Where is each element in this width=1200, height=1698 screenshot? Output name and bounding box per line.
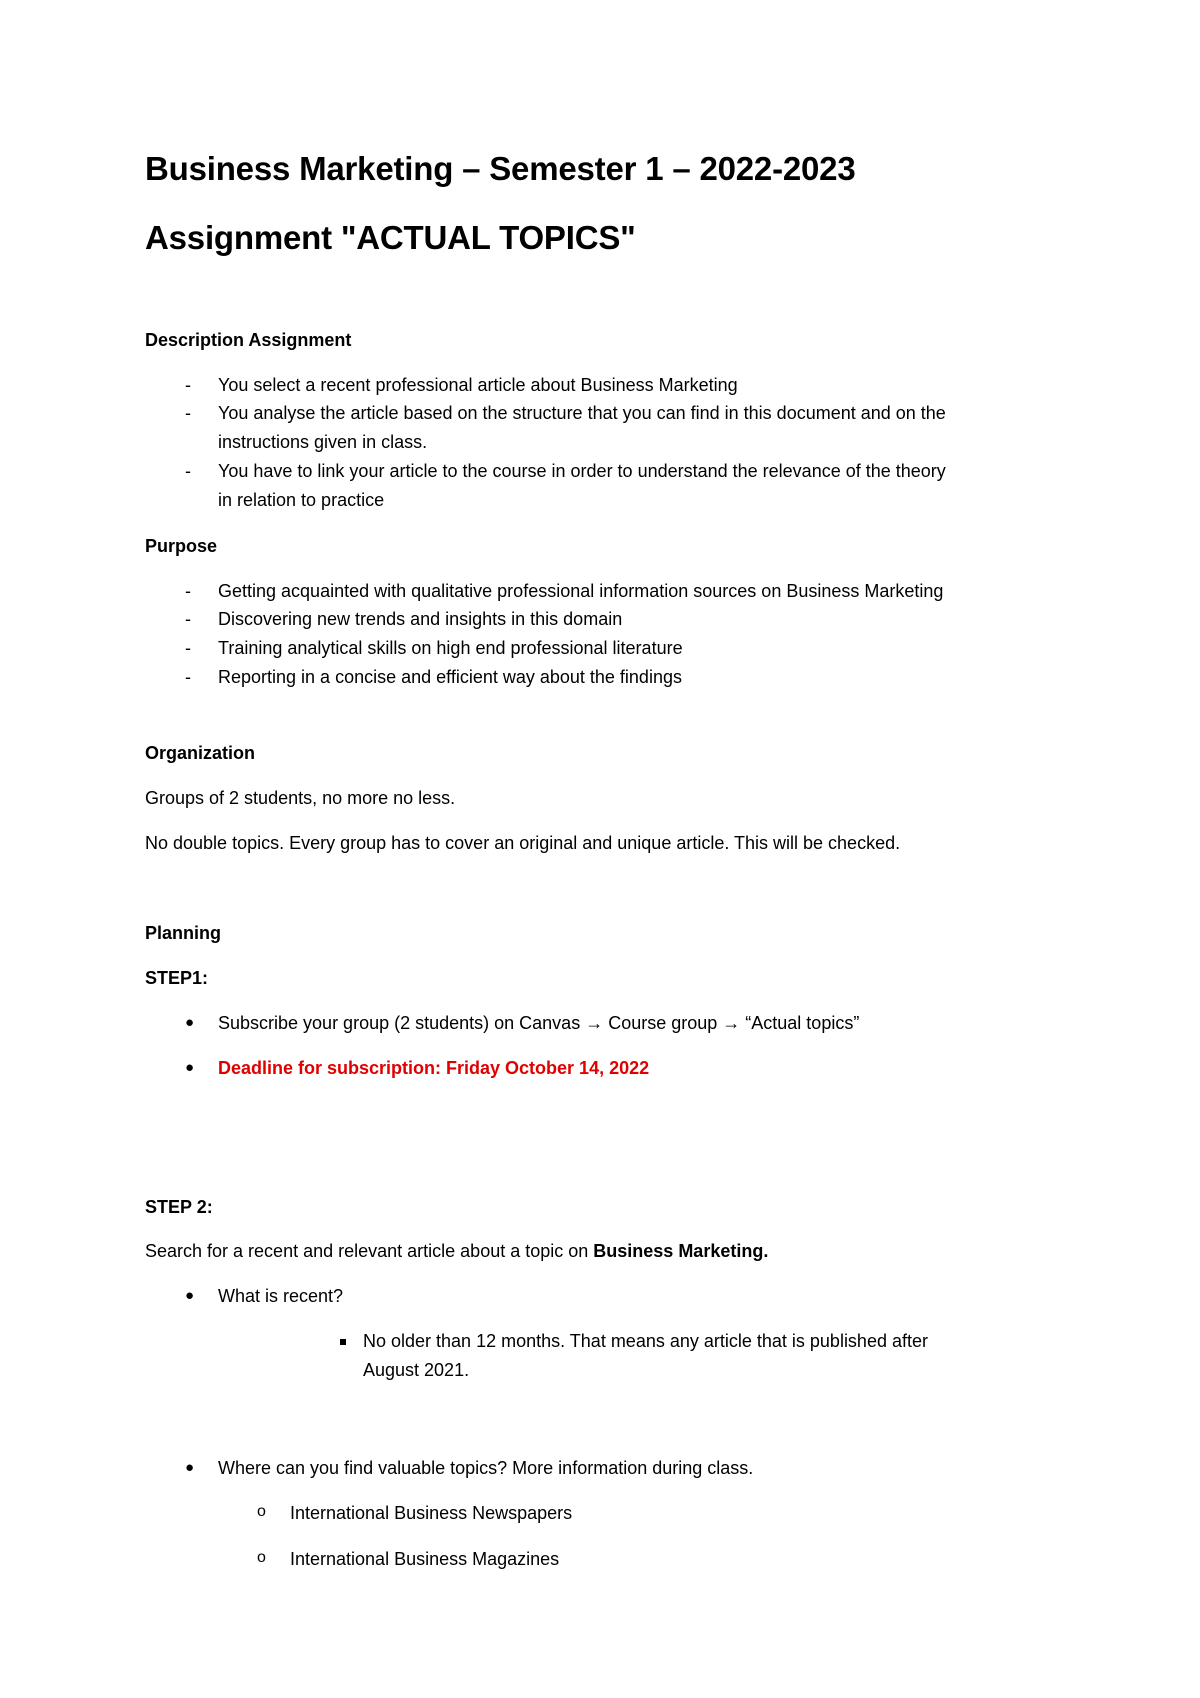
search-text: Search for a recent and relevant article about a topic on [145, 1241, 594, 1261]
arrow-icon: → [722, 1013, 741, 1033]
circle-bullet: o [257, 1549, 266, 1566]
title-line-2: Assignment "ACTUAL TOPICS" [145, 219, 636, 256]
subscribe-text-c: “Actual topics” [740, 1013, 860, 1033]
arrow-icon: → [585, 1013, 604, 1033]
circle-bullet: o [257, 1503, 266, 1520]
organization-heading: Organization [145, 743, 256, 763]
recent-answer-line-1: No older than 12 months. That means any article that is published after [363, 1331, 928, 1351]
description-item-2: You analyse the article based on the structure that you can find in this document and on the [218, 403, 946, 423]
subscribe-text-a: Subscribe your group (2 students) on Canvas [218, 1013, 586, 1033]
description-item-3: You have to link your article to the course in order to understand the relevance of the theory [218, 461, 946, 481]
description-item-1: You select a recent professional article about Business Marketing [218, 375, 738, 395]
where-question: Where can you find valuable topics? More information during class. [218, 1458, 754, 1478]
step1-subscribe-line [218, 1013, 859, 1034]
recent-answer-line-2: August 2021. [363, 1360, 470, 1380]
bullet-dot: ● [185, 1459, 195, 1476]
recent-question: What is recent? [218, 1286, 344, 1306]
description-heading: Description Assignment [145, 330, 352, 350]
step2-label: STEP 2: [145, 1197, 213, 1217]
source-item-2: International Business Magazines [290, 1549, 560, 1569]
dash-marker: - [185, 461, 191, 481]
step1-label: STEP1: [145, 968, 209, 988]
title-line-1: Business Marketing – Semester 1 – 2022-2023 [145, 150, 856, 187]
planning-heading: Planning [145, 923, 221, 943]
bullet-dot: ● [185, 1059, 195, 1076]
bullet-dot: ● [185, 1014, 195, 1031]
organization-line-2: No double topics. Every group has to cover an original and unique article. This will be checked. [145, 833, 901, 853]
description-item-2-cont: instructions given in class. [218, 432, 428, 452]
purpose-item-4: Reporting in a concise and efficient way about the findings [218, 667, 682, 687]
purpose-item-3: Training analytical skills on high end professional literature [218, 638, 683, 658]
dash-marker: - [185, 581, 191, 601]
purpose-heading: Purpose [145, 536, 218, 556]
dash-marker: - [185, 403, 191, 423]
dash-marker: - [185, 609, 191, 629]
dash-marker: - [185, 638, 191, 658]
organization-line-1: Groups of 2 students, no more no less. [145, 788, 456, 808]
square-bullet [340, 1339, 346, 1345]
dash-marker: - [185, 375, 191, 395]
dash-marker: - [185, 667, 191, 687]
purpose-item-2: Discovering new trends and insights in this domain [218, 609, 623, 629]
subscribe-text-b: Course group [603, 1013, 723, 1033]
description-item-3-cont: in relation to practice [218, 490, 385, 510]
subscription-deadline: Deadline for subscription: Friday October 14, 2022 [218, 1058, 650, 1078]
bullet-dot: ● [185, 1287, 195, 1304]
source-item-1: International Business Newspapers [290, 1503, 573, 1523]
step2-search-line [145, 1241, 768, 1262]
purpose-item-1: Getting acquainted with qualitative professional information sources on Business Marketing [218, 581, 944, 601]
search-topic: Business Marketing. [593, 1241, 769, 1261]
